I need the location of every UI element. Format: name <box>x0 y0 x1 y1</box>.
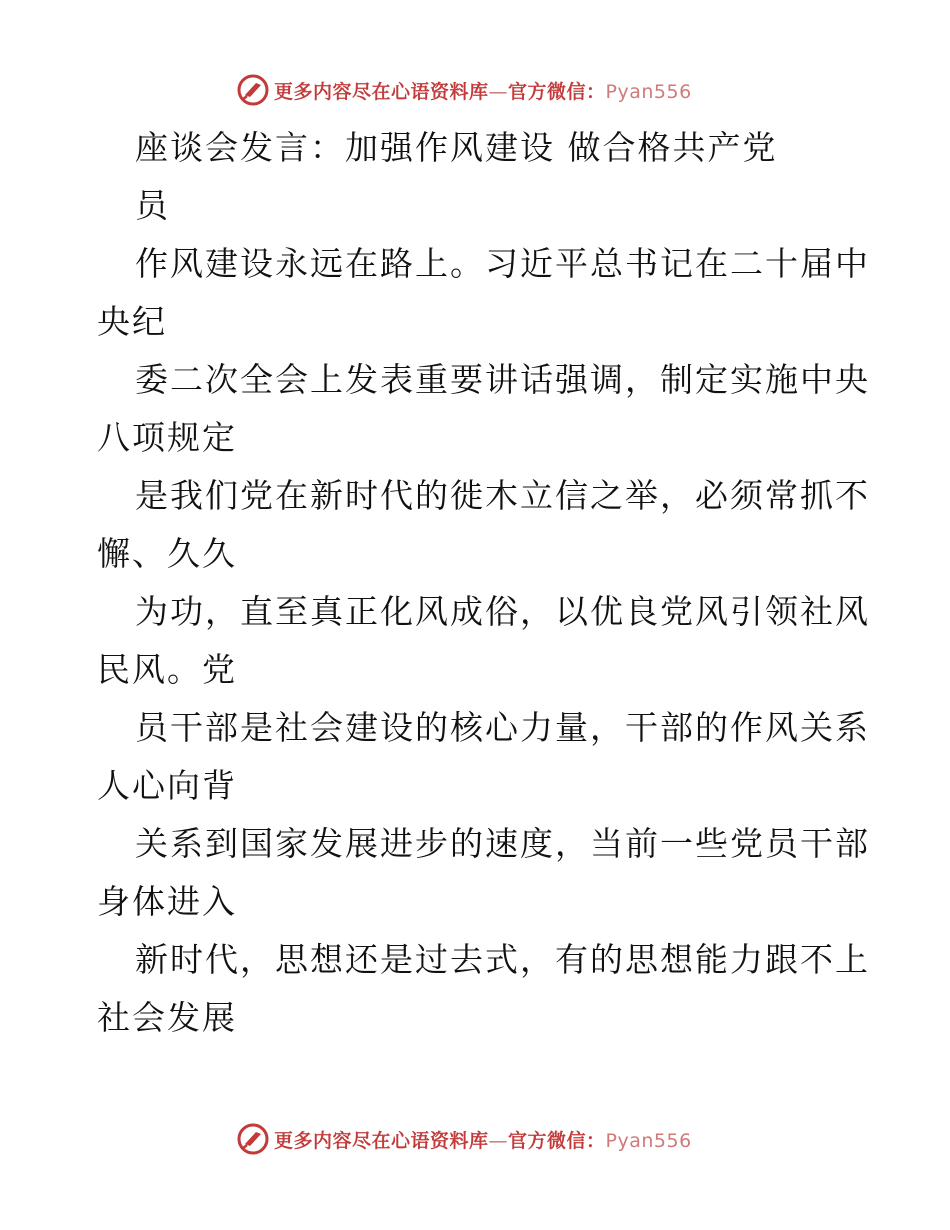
header-watermark <box>236 72 716 108</box>
footer-watermark <box>236 1121 716 1157</box>
body-line: 懈、久久 <box>97 534 237 573</box>
body-line: 人心向背 <box>97 766 237 805</box>
watermark-wechat-id: Pyan556 <box>605 1129 692 1152</box>
body-line: 八项规定 <box>97 418 237 457</box>
watermark-wechat-id: Pyan556 <box>605 80 692 103</box>
body-line: 委二次全会上发表重要讲话强调，制定实施中央 <box>135 360 870 399</box>
brand-logo-icon <box>236 73 270 107</box>
body-line: 员干部是社会建设的核心力量，干部的作风关系 <box>135 708 870 747</box>
watermark-site-text: 更多内容尽在心语资料库 <box>274 1129 489 1152</box>
document-title-line-1: 座谈会发言：加强作风建设 做合格共产党 <box>135 128 778 167</box>
watermark-separator: — <box>488 80 509 103</box>
body-line: 是我们党在新时代的徙木立信之举，必须常抓不 <box>135 476 870 515</box>
watermark-wechat-label: 官方微信： <box>508 80 606 103</box>
body-line: 作风建设永远在路上。习近平总书记在二十届中 <box>135 244 870 283</box>
watermark-wechat-label: 官方微信： <box>508 1129 606 1152</box>
body-line: 关系到国家发展进步的速度，当前一些党员干部 <box>135 824 870 863</box>
body-line: 央纪 <box>97 302 167 341</box>
body-line: 新时代，思想还是过去式，有的思想能力跟不上 <box>135 940 870 979</box>
body-line: 为功，直至真正化风成俗，以优良党风引领社风 <box>135 592 870 631</box>
brand-logo-icon <box>236 1122 270 1156</box>
document-title-line-2: 员 <box>135 186 170 225</box>
body-line: 民风。党 <box>97 650 237 689</box>
watermark-separator: — <box>488 1129 509 1152</box>
body-line: 身体进入 <box>97 882 237 921</box>
watermark-site-text: 更多内容尽在心语资料库 <box>274 80 489 103</box>
body-line: 社会发展 <box>97 998 237 1037</box>
